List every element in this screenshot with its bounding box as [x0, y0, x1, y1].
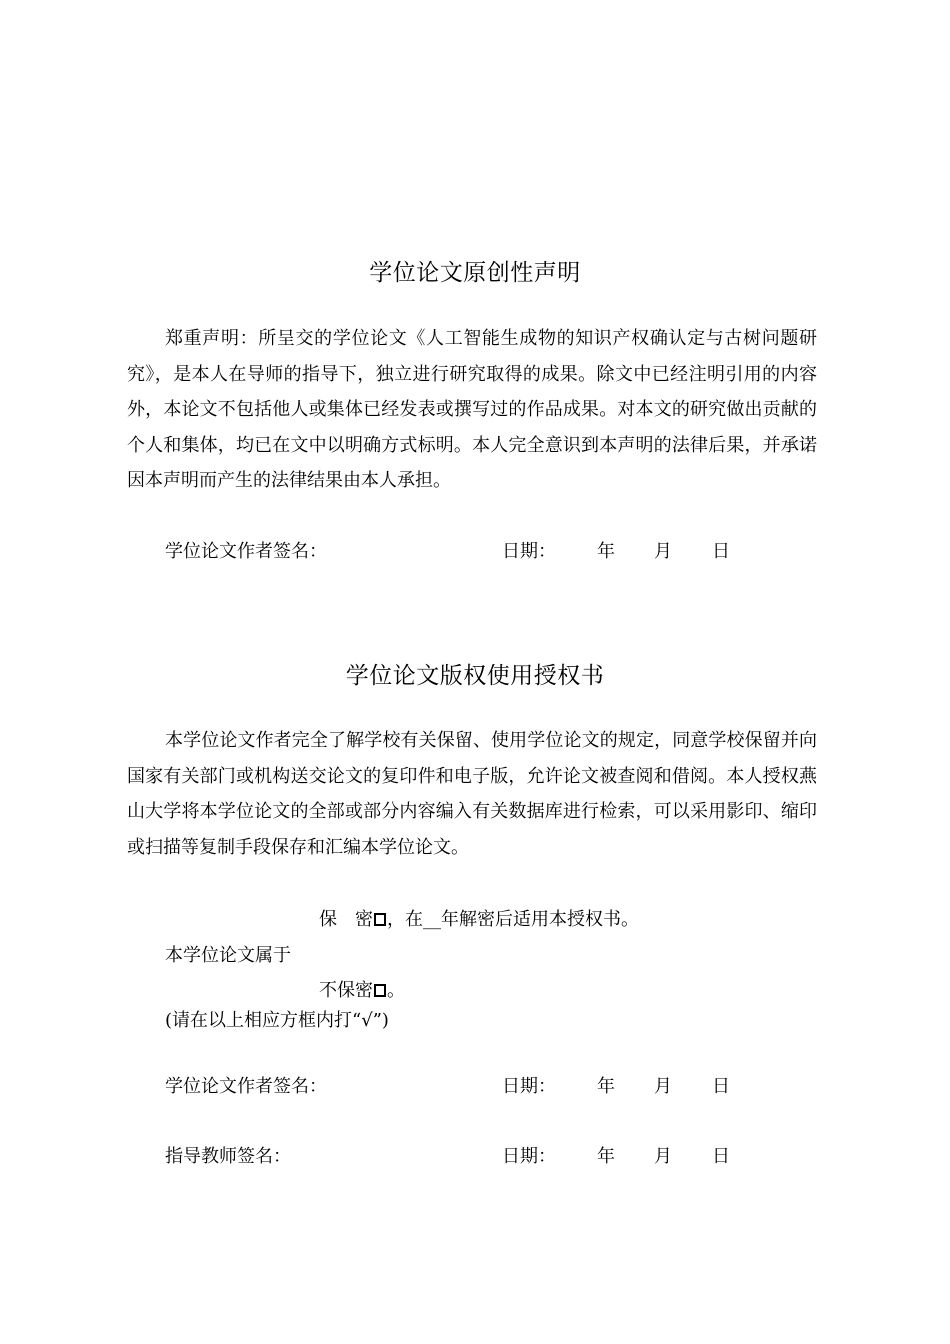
not-secret-option-label: 不保密 [319, 980, 373, 1001]
author-day-label: 日 [712, 1076, 730, 1097]
secret-checkbox[interactable] [374, 913, 386, 926]
not-secret-option-end: 。 [387, 980, 405, 1001]
author-year-label: 年 [597, 1076, 615, 1097]
secret-option [319, 905, 639, 931]
not-secret-checkbox[interactable] [374, 984, 386, 997]
originality-date-label: 日期： [502, 541, 556, 562]
advisor-signature-label: 指导教师签名： [165, 1146, 291, 1167]
originality-day-label: 日 [712, 541, 730, 562]
checkbox-instruction: (请在以上相应方框内打“√”) [165, 1010, 389, 1031]
advisor-month-label: 月 [654, 1146, 672, 1167]
secret-option-terms: ，在__年解密后适用本授权书。 [387, 909, 639, 930]
advisor-date-label: 日期： [502, 1146, 556, 1167]
not-secret-option [319, 976, 405, 1002]
originality-body: 郑重声明：所呈交的学位论文《人工智能生成物的知识产权确认定与古树问题研究》，是本人在导师的指导下，独立进行研究取得的成果。除文中已经注明引用的内容外，本论文不包括他人或集体已经发表或撰写过的作品成果。对本文的研究做出贡献的个人和集体，均已在文中以明确方式标明。本人完全意识到本声明的法律后果，并承诺因本声明而产生的法律结果由本人承担。 [127, 328, 817, 491]
copyright-title: 学位论文版权使用授权书 [345, 663, 605, 689]
copyright-body: 本学位论文作者完全了解学校有关保留、使用学位论文的规定，同意学校保留并向国家有关部门或机构送交论文的复印件和电子版，允许论文被查阅和借阅。本人授权燕山大学将本学位论文的全部或部分内容编入有关数据库进行检索，可以采用影印、缩印或扫描等复制手段保存和汇编本学位论文。 [127, 730, 817, 858]
originality-signature-label: 学位论文作者签名： [165, 541, 327, 562]
originality-title: 学位论文原创性声明 [369, 260, 581, 286]
author-signature-label: 学位论文作者签名： [165, 1076, 327, 1097]
author-month-label: 月 [654, 1076, 672, 1097]
belongs-label: 本学位论文属于 [165, 945, 291, 966]
author-date-label: 日期： [502, 1076, 556, 1097]
originality-month-label: 月 [654, 541, 672, 562]
advisor-day-label: 日 [712, 1146, 730, 1167]
originality-year-label: 年 [597, 541, 615, 562]
secret-option-label: 保 密 [319, 909, 373, 930]
advisor-year-label: 年 [597, 1146, 615, 1167]
